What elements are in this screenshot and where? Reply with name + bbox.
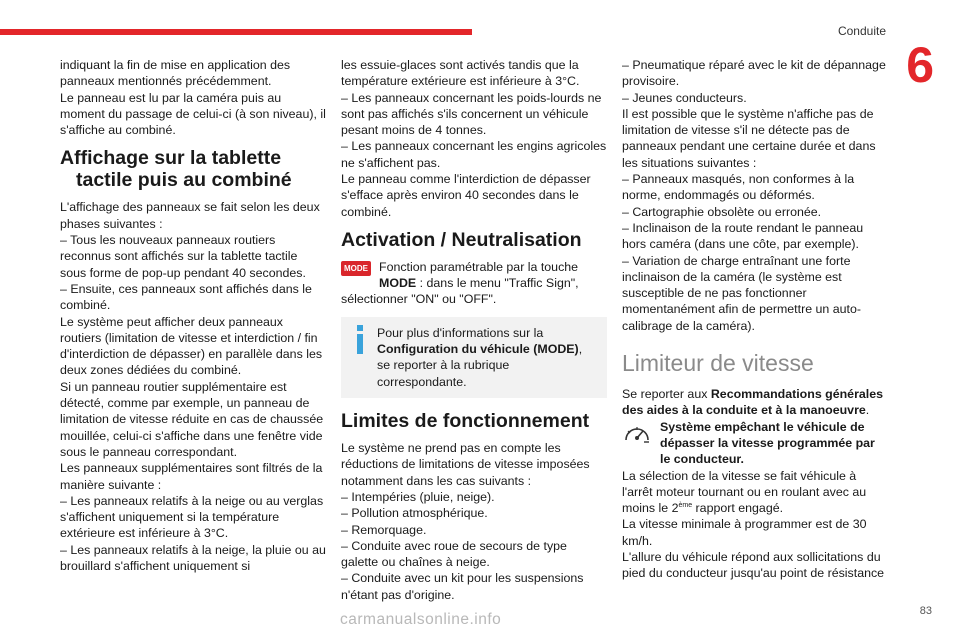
list-item: – Jeunes conducteurs. [622,90,747,105]
list-item: – Conduite avec un kit pour les suspensions n'étant pas d'origine. [341,571,584,602]
paragraph: L'affichage des panneaux se fait selon les deux phases suivantes : [60,200,320,231]
paragraph: Il est possible que le système n'affiche pas de limitation de vitesse s'il ne détecte pas de panneaux pendant une certaine durée et dans les situations suivantes : [622,106,876,170]
paragraph: Le panneau comme l'interdiction de dépasser s'efface après environ 40 secondes dans le combiné. [341,172,591,219]
info-text: Pour plus d'informations sur la [377,325,544,340]
list-item: – Intempéries (pluie, neige). [341,489,495,504]
speedometer-limiter-icon [622,422,652,446]
heading-line: tactile puis au combiné [76,169,292,192]
reference-paragraph [622,386,888,419]
paragraph: les essuie-glaces sont activés tandis que la température extérieure est inférieure à 3°C. [341,58,580,89]
heading-limiteur: Limiteur de vitesse [622,350,814,377]
paragraph: Le panneau est lu par la caméra puis au moment du passage de celui-ci (à son niveau), il s'affiche au combiné. [60,90,326,138]
speed-limiter-block [622,419,888,468]
paragraph: indiquant la fin de mise en application des panneaux mentionnés précédemment. [60,58,291,89]
paragraph: La vitesse minimale à programmer est de 30 km/h. [622,517,867,548]
list-item: – Inclinaison de la route rendant le panneau hors caméra (dans une côte, par exemple). [622,220,864,252]
list-item: – Les panneaux concernant les engins agricoles ne s'affichent pas. [341,139,607,170]
paragraph: Le système ne prend pas en compte les réductions de limitations de vitesse imposées notamment dans les cas suivants : [341,441,590,488]
info-bold: Configuration du véhicule (MODE) [377,342,579,357]
list-item: – Pneumatique réparé avec le kit de dépannage provisoire. [622,58,886,89]
list-item: – Ensuite, ces panneaux sont affichés dans le combiné. [60,281,312,313]
page-number: 83 [919,605,932,617]
list-item: – Pollution atmosphérique. [341,506,488,521]
info-icon [352,325,368,355]
list-item: – Les panneaux concernant les poids-lourds ne sont pas affichés s'ils concernent un véhicule pesant moins de 4 tonnes. [341,90,602,138]
column-1 [60,57,326,574]
speed-limiter-desc: dépasser la vitesse programmée par le conducteur. [660,435,875,467]
list-item: – Tous les nouveaux panneaux routiers reconnus sont affichés sur la tablette tactile sous forme de pop-up pendant 40 secondes. [60,233,306,280]
info-text: , se reporter à la rubrique correspondante. [377,342,583,389]
ref-bold: Recommandations générales des aides à la conduite et à la manoeuvre [622,387,884,418]
paragraph [622,468,888,517]
paragraph: Le système peut afficher deux panneaux routiers (limitation de vitesse et interdiction / fin d'interdiction de dépasser) en parallèle dans les deux zones dédiées du combiné. [60,314,323,378]
info-box [341,317,607,398]
heading-line: Affichage sur la tablette [60,147,282,170]
list-item: – Remorquage. [341,522,427,537]
superscript: ème [678,502,693,509]
column-3 [622,57,888,582]
list-item: – Conduite avec roue de secours de type galette ou chaînes à neige. [341,538,567,570]
text-fragment: rapport engagé. [692,501,784,516]
mode-text: Fonction paramétrable par la touche [379,259,579,274]
heading-limites: Limites de fonctionnement [341,410,590,433]
speed-limiter-desc: Système empêchant le véhicule de [660,419,865,434]
column-2 [341,57,607,603]
ref-end: . [865,403,870,418]
mode-key: MODE [379,276,417,291]
heading-activation: Activation / Neutralisation [341,228,582,251]
list-item: – Les panneaux relatifs à la neige, la pluie ou au brouillard s'affichent uniquement si [60,542,326,574]
list-item: – Panneaux masqués, non conformes à la norme, endommagés ou déformés. [622,172,855,203]
heading-affichage [60,147,326,191]
mode-text: sélectionner "ON" ou "OFF". [341,291,497,306]
list-item: – Les panneaux relatifs à la neige ou au verglas s'affichent uniquement si la température extérieure est inférieure à 3°C. [60,493,324,541]
watermark: carmanualsonline.info [340,611,502,628]
list-item: – Cartographie obsolète ou erronée. [622,204,822,219]
paragraph: Les panneaux supplémentaires sont filtrés de la manière suivante : [60,461,323,492]
mode-text: : dans le menu "Traffic Sign", [416,276,579,291]
ref-text: Se reporter aux [622,387,711,402]
chapter-number: 6 [906,37,934,93]
paragraph: L'allure du véhicule répond aux sollicitations du pied du conducteur jusqu'au point de résistance [622,550,885,581]
list-item: – Variation de charge entraînant une forte inclinaison de la caméra (le système est susceptible de ne pas fonctionner momentanément afin de permettre un auto-calibrage de la caméra). [622,253,861,333]
mode-function-block [341,259,607,292]
header-accent-bar [0,29,472,35]
section-title: Conduite [837,24,886,38]
paragraph: Si un panneau routier supplémentaire est détecté, comme par exemple, un panneau de limitation de vitesse réduite en cas de chaussée mouillée, celui-ci s'affiche dans une fenêtre vide sous le panneau correspondant. [60,379,324,459]
mode-button-icon: MODE [341,261,371,276]
text-fragment: La sélection de la vitesse se fait véhicule à l'arrêt moteur tournant ou en roulant avec au moins le 2 [622,468,867,516]
